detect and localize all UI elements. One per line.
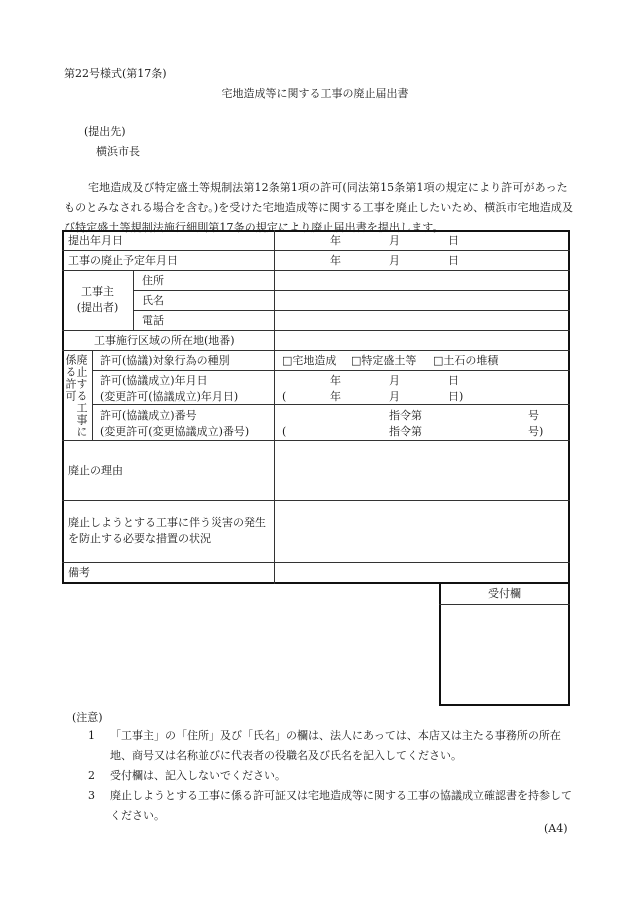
submission-month-mark: 月 [389, 234, 400, 247]
form-number: 第22号様式(第17条) [64, 67, 167, 80]
permit-number-label: 許可(協議成立)番号 [100, 409, 197, 422]
owner-label: 工事主 [81, 285, 114, 298]
abolition-form [62, 230, 570, 600]
changed-permit-number-label: (変更許可(変更協議成立)番号) [100, 425, 250, 438]
reception-label: 受付欄 [488, 587, 521, 600]
note-item [88, 766, 572, 786]
submission-year-mark: 年 [330, 234, 341, 247]
owner-address-label: 住所 [142, 274, 164, 287]
form-frame [62, 230, 570, 584]
addressee-label: (提出先) [84, 125, 126, 138]
number-suffix: 号 [528, 409, 539, 422]
changed-year-mark: 年 [330, 390, 341, 403]
notes-title: (注意) [72, 711, 103, 724]
reason-label: 廃止の理由 [68, 464, 123, 477]
note-item [88, 786, 572, 826]
changed-number-open-paren: ( [282, 425, 287, 438]
note-text: 受付欄は、記入しないでください。 [110, 769, 286, 782]
changed-day-close: 日) [448, 390, 464, 403]
owner-phone-label: 電話 [142, 314, 164, 327]
abolition-day-mark: 日 [448, 254, 459, 267]
permit-type-label: 許可(協議)対象行為の種別 [100, 354, 230, 367]
measures-label-line2: を防止する必要な措置の状況 [68, 532, 211, 545]
note-number: 3 [88, 789, 95, 802]
option-takuchi-zosei[interactable]: □ 宅地造成 [282, 355, 336, 366]
document-title: 宅地造成等に関する工事の廃止届出書 [221, 87, 409, 100]
owner-label-sub: (提出者) [76, 301, 119, 314]
submission-date-label: 提出年月日 [68, 234, 123, 247]
paper-size: (A4) [544, 822, 568, 835]
submission-day-mark: 日 [448, 234, 459, 247]
note-item [88, 726, 572, 766]
intro-paragraph: 宅地造成及び特定盛土等規制法第12条第1項の許可(同法第15条第1項の規定により許可があったものとみなされる場合を含む。)を受けた宅地造成等に関する工事を廃止したいため、横浜市宅地造成及び特定盛土等規制法施行細則第17条の規定により廃止届出書を提出します。 [64, 181, 574, 234]
addressee-name: 横浜市長 [96, 145, 140, 158]
permit-month-mark: 月 [389, 374, 400, 387]
permit-year-mark: 年 [330, 374, 341, 387]
measures-label-line1: 廃止しようとする工事に伴う災害の発生 [68, 516, 266, 529]
permit-group-label: 廃止する工事に係る許可 [64, 354, 88, 438]
note-text: 「工事主」の「住所」及び「氏名」の欄は、法人にあっては、本店又は主たる事務所の所在地、商号又は名称並びに代表者の役職名及び氏名を記入してください。 [110, 729, 561, 762]
note-text: 廃止しようとする工事に係る許可証又は宅地造成等に関する工事の協議成立確認書を持参してください。 [110, 789, 572, 822]
changed-number-suffix: 号) [528, 425, 544, 438]
remarks-label: 備考 [68, 566, 90, 579]
abolition-year-mark: 年 [330, 254, 341, 267]
permit-day-mark: 日 [448, 374, 459, 387]
abolition-date-label: 工事の廃止予定年月日 [68, 254, 178, 267]
changed-date-open-paren: ( [282, 390, 287, 403]
permit-date-label: 許可(協議成立)年月日 [100, 374, 208, 387]
reception-frame [439, 582, 570, 706]
directive-prefix: 指令第 [389, 409, 422, 422]
changed-month-mark: 月 [389, 390, 400, 403]
site-location-label: 工事施行区域の所在地(地番) [94, 334, 235, 347]
note-number: 2 [88, 769, 95, 782]
option-doseki-taiseki[interactable]: □ 土石の堆積 [433, 355, 498, 366]
note-number: 1 [88, 729, 95, 742]
changed-permit-date-label: (変更許可(協議成立)年月日) [100, 390, 239, 403]
changed-directive-prefix: 指令第 [389, 425, 422, 438]
abolition-month-mark: 月 [389, 254, 400, 267]
owner-name-label: 氏名 [142, 294, 164, 307]
option-tokutei-morido[interactable]: □ 特定盛土等 [351, 355, 416, 366]
